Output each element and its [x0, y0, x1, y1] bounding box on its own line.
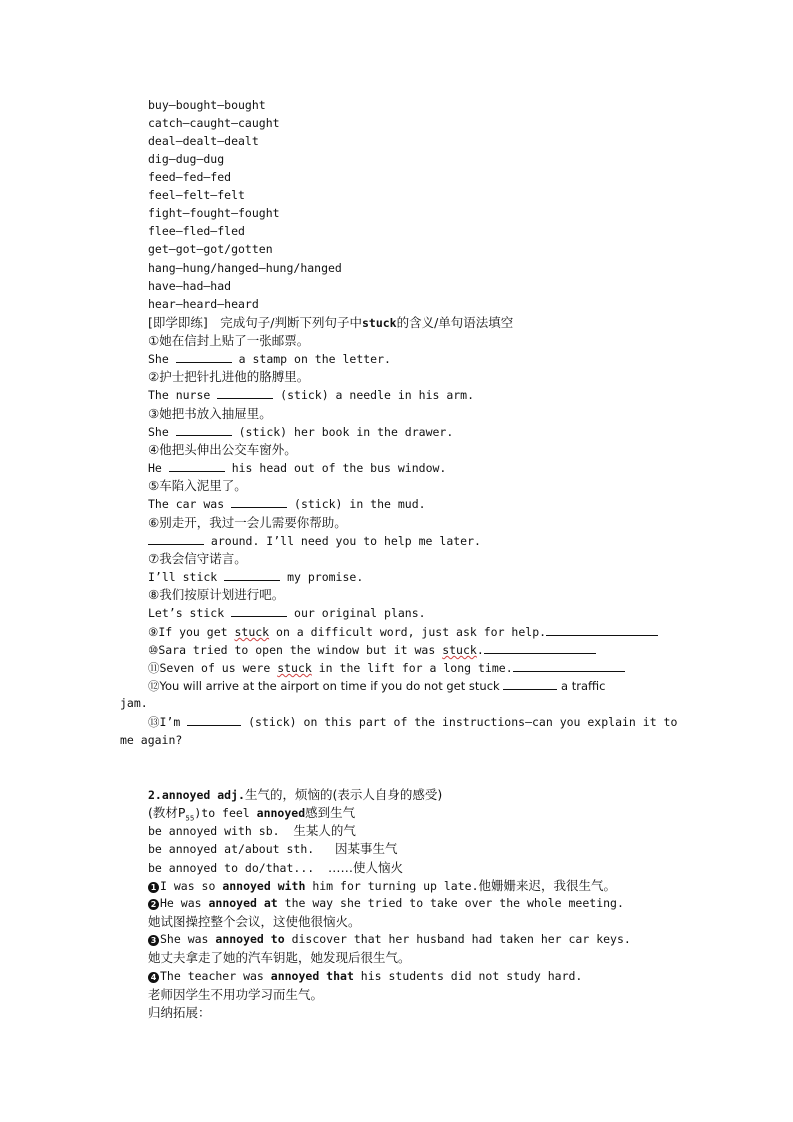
q12-blank[interactable] — [503, 677, 557, 690]
phrase-cn: 生某人的气 — [293, 823, 356, 838]
example-pre: He was — [160, 896, 209, 910]
q8-sentence — [148, 604, 426, 622]
phrase-cn: ……使人恼火 — [328, 860, 404, 875]
example-4-translation: 老师因学生不用功学习而生气。 — [148, 987, 324, 1002]
q5-pre: The car was — [148, 497, 232, 511]
annoyed-number: 2. — [148, 788, 162, 802]
q11-pre: Seven of us were — [159, 661, 278, 675]
example-number-badge: 3 — [148, 935, 159, 946]
q10-pre: Sara tried to open the window but it was — [158, 643, 443, 657]
example-cn: 他姗姗来迟，我很生气。 — [478, 878, 617, 893]
q4-blank[interactable] — [169, 459, 225, 472]
q2-chinese: ②护士把针扎进他的胳膊里。 — [148, 369, 310, 384]
phrase-line — [148, 859, 403, 877]
phrase-en: be annoyed with sb. — [148, 824, 280, 838]
q8-post: our original plans. — [287, 606, 426, 620]
q1-pre: She — [148, 352, 176, 366]
q10-post: . — [476, 643, 484, 657]
verb-form-line: catch—caught—caught — [148, 116, 280, 130]
q13-pre: I’m — [159, 715, 188, 729]
q7-pre: I’ll stick — [148, 570, 225, 584]
example-post: him for turning up late. — [305, 879, 479, 893]
example-pre: The teacher was — [160, 969, 271, 983]
q2-post: (stick) a needle in his arm. — [273, 388, 475, 402]
example-post: the way she tried to take over the whole meeting. — [277, 896, 624, 910]
verb-form-line: hear—heard—heard — [148, 297, 259, 311]
q7-chinese: ⑦我会信守诺言。 — [148, 551, 247, 566]
practice-heading — [148, 314, 513, 332]
q6-chinese: ⑥别走开，我过一会儿需要你帮助。 — [148, 515, 347, 530]
q7-post: my promise. — [280, 570, 364, 584]
example-1 — [148, 877, 616, 895]
verb-form-line: have—had—had — [148, 279, 232, 293]
q8-chinese: ⑧我们按原计划进行吧。 — [148, 587, 285, 602]
annoyed-heading — [148, 786, 442, 804]
q2-pre: The nurse — [148, 388, 218, 402]
phrase-line — [148, 822, 356, 840]
q10-blank[interactable] — [484, 641, 596, 654]
summary-label: 归纳拓展： — [148, 1005, 211, 1020]
q4-post: his head out of the bus window. — [224, 461, 447, 475]
q7-blank[interactable] — [224, 568, 280, 581]
example-3-translation: 她丈夫拿走了她的汽车钥匙，她发现后很生气。 — [148, 950, 411, 965]
phrase-en: be annoyed at/about sth. — [148, 842, 315, 856]
q12-post: a traffic — [557, 679, 606, 693]
q12-continuation: jam. — [120, 696, 148, 710]
verb-form-line: buy—bought—bought — [148, 98, 266, 112]
q5-chinese: ⑤车陷入泥里了。 — [148, 478, 247, 493]
q3-sentence — [148, 423, 453, 441]
q11-blank[interactable] — [513, 659, 625, 672]
q6-blank[interactable] — [148, 532, 204, 545]
q11-sentence — [148, 659, 625, 677]
q8-blank[interactable] — [231, 604, 287, 617]
q3-blank[interactable] — [176, 423, 232, 436]
textbook-bold: annoyed — [256, 806, 306, 820]
example-3 — [148, 931, 631, 948]
q13-sentence — [148, 713, 677, 731]
q12-pre: You will arrive at the airport on time if you do not get stuck — [159, 679, 504, 693]
q8-pre: Let’s stick — [148, 606, 232, 620]
phrase-line — [148, 840, 397, 858]
q9-pre: If you get — [158, 625, 235, 639]
annoyed-word: annoyed adj. — [161, 788, 245, 802]
example-number-badge: 1 — [148, 882, 159, 893]
verb-form-line: deal—dealt—dealt — [148, 134, 259, 148]
q10-stuck-word: stuck — [442, 643, 477, 657]
q3-chinese: ③她把书放入抽屉里。 — [148, 406, 272, 421]
q10-number: ⑩ — [148, 643, 159, 657]
example-post: discover that her husband had taken her car keys. — [284, 932, 631, 946]
example-4 — [148, 968, 582, 985]
practice-heading-post: 的含义/单句语法填空 — [396, 315, 514, 330]
practice-heading-pre: [即学即练] 完成句子/判断下列句子中 — [148, 315, 362, 330]
q4-sentence — [148, 459, 446, 477]
verb-form-line: flee—fled—fled — [148, 224, 245, 238]
q11-post: in the lift for a long time. — [311, 661, 513, 675]
example-2-translation: 她试图操控整个会议，这使他很恼火。 — [148, 914, 361, 929]
q13-number: ⑬ — [148, 715, 160, 729]
verb-form-line: fight—fought—fought — [148, 206, 280, 220]
q2-blank[interactable] — [217, 386, 273, 399]
example-number-badge: 4 — [148, 972, 159, 983]
verb-form-line: hang—hung/hanged—hung/hanged — [148, 261, 342, 275]
q5-blank[interactable] — [231, 495, 287, 508]
verb-form-line: feel—felt—felt — [148, 188, 245, 202]
q1-chinese: ①她在信封上贴了一张邮票。 — [148, 333, 310, 348]
q2-sentence — [148, 386, 474, 404]
verb-form-line: get—got—got/gotten — [148, 242, 273, 256]
q9-blank[interactable] — [546, 623, 658, 636]
example-2 — [148, 895, 624, 912]
example-pre: She was — [160, 932, 216, 946]
phrase-cn: 因某事生气 — [334, 841, 398, 856]
phrase-en: be annoyed to do/that... — [148, 861, 315, 875]
q1-post: a stamp on the letter. — [231, 352, 391, 366]
q1-sentence — [148, 350, 391, 368]
q11-number: ⑪ — [148, 661, 160, 675]
q13-continuation: me again? — [120, 733, 183, 747]
q3-pre: She — [148, 425, 176, 439]
q5-post: (stick) in the mud. — [287, 497, 426, 511]
q13-blank[interactable] — [187, 713, 241, 726]
q5-sentence — [148, 495, 426, 513]
q4-pre: He — [148, 461, 169, 475]
q12-sentence — [148, 677, 605, 695]
q6-post: around. I’ll need you to help me later. — [204, 534, 481, 548]
q9-stuck-word: stuck — [234, 625, 270, 639]
q11-stuck-word: stuck — [277, 661, 312, 675]
q3-post: (stick) her book in the drawer. — [231, 425, 454, 439]
textbook-pre: (教材P — [148, 805, 186, 820]
example-bold: annoyed that — [270, 969, 354, 983]
example-number-badge: 2 — [148, 899, 159, 910]
verb-form-line: dig—dug—dug — [148, 152, 225, 166]
q9-post: on a difficult word, just ask for help. — [269, 625, 547, 639]
annoyed-meaning: 生气的，烦恼的(表示人自身的感受) — [244, 787, 443, 802]
example-bold: annoyed at — [208, 896, 278, 910]
example-bold: annoyed to — [215, 932, 285, 946]
q9-sentence — [148, 623, 658, 641]
example-bold: annoyed with — [222, 879, 306, 893]
textbook-cn: 感到生气 — [305, 805, 356, 820]
q13-post: (stick) on this part of the instructions—can you explain it to — [241, 715, 678, 729]
example-pre: I was so — [160, 879, 223, 893]
practice-heading-word: stuck — [361, 316, 397, 330]
q12-number: ⑫ — [148, 679, 160, 693]
example-post: his students did not study hard. — [353, 969, 583, 983]
q4-chinese: ④他把头伸出公交车窗外。 — [148, 442, 297, 457]
textbook-mid: )to feel — [194, 806, 257, 820]
q6-sentence — [148, 532, 481, 550]
q10-sentence — [148, 641, 596, 659]
q9-number: ⑨ — [148, 625, 159, 639]
textbook-page: 55 — [185, 814, 195, 823]
q1-blank[interactable] — [176, 350, 232, 363]
verb-form-line: feed—fed—fed — [148, 170, 232, 184]
q7-sentence — [148, 568, 363, 586]
